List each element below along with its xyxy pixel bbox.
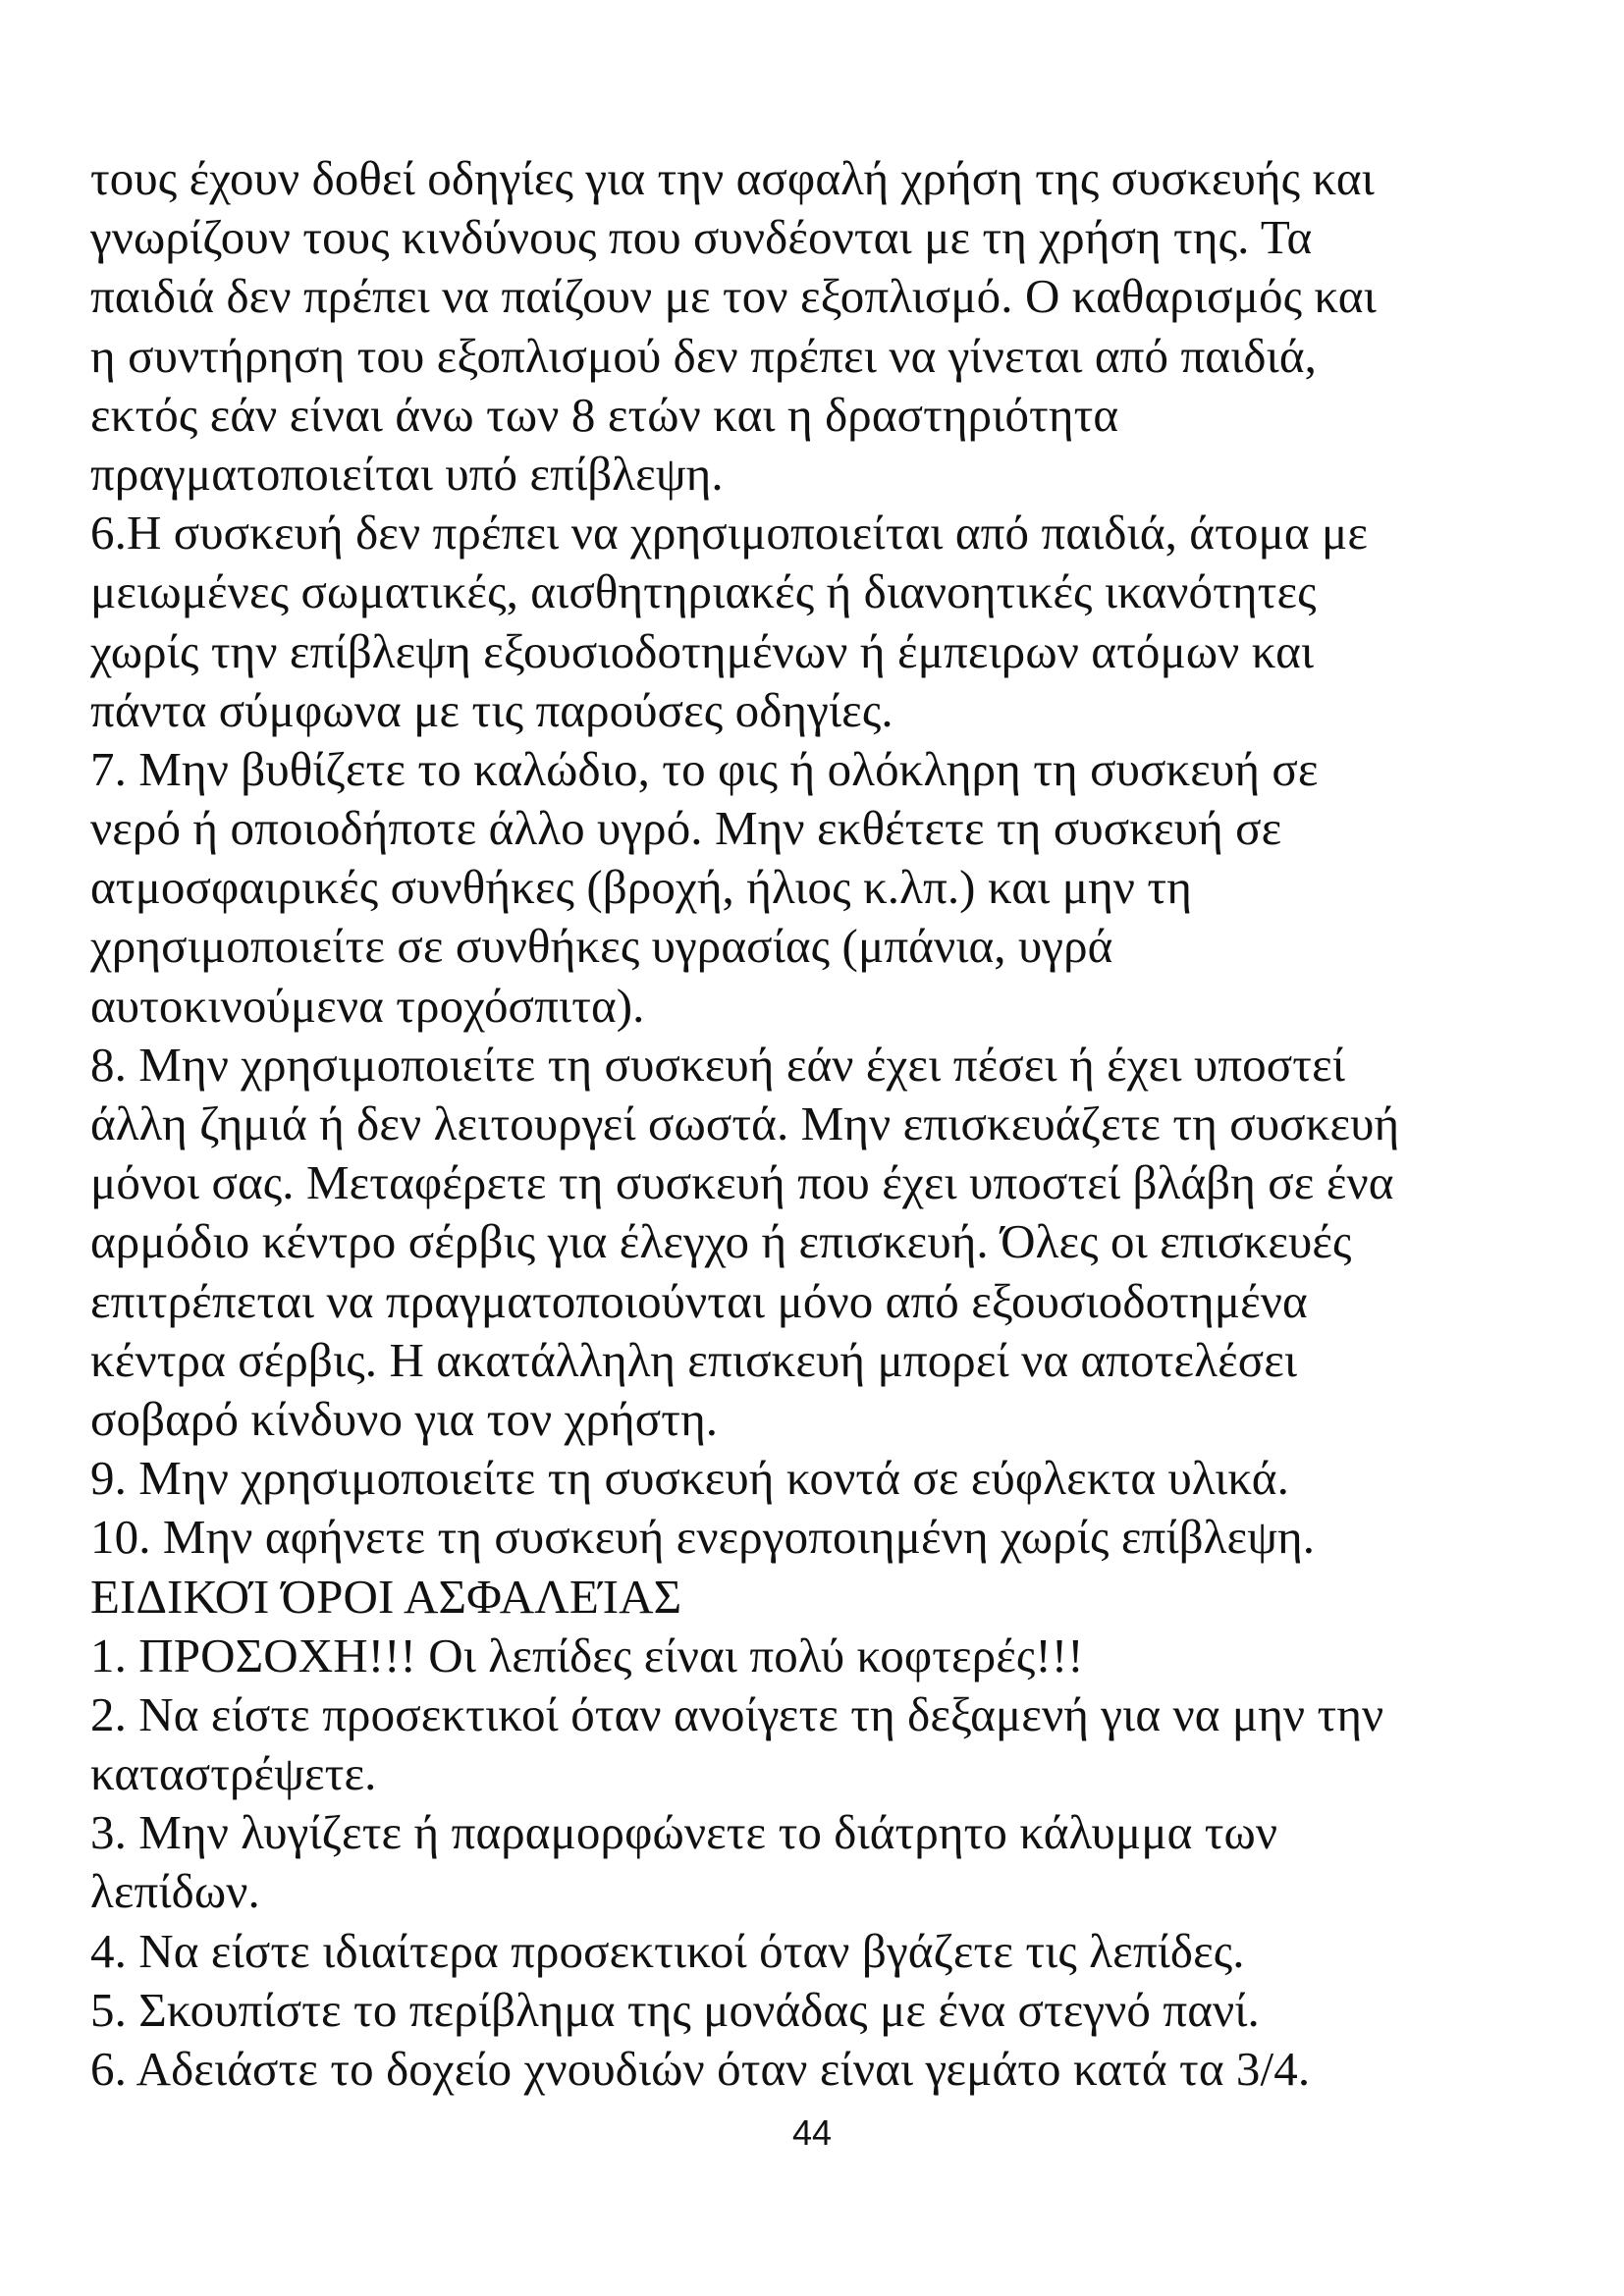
- text-line: λεπίδων.: [90, 1864, 260, 1919]
- text-line: καταστρέψετε.: [90, 1746, 377, 1801]
- text-line: χωρίς την επίβλεψη εξουσιοδοτημένων ή έμπειρων ατόμων και: [90, 623, 1315, 678]
- text-line: 4. Να είστε ιδιαίτερα προσεκτικοί όταν βγάζετε τις λεπίδες.: [90, 1923, 1245, 1978]
- text-line: πραγματοποιείται υπό επίβλεψη.: [90, 446, 724, 501]
- text-line: κέντρα σέρβις. Η ακατάλληλη επισκευή μπορεί να αποτελέσει: [90, 1332, 1298, 1387]
- text-line: άλλη ζημιά ή δεν λειτουργεί σωστά. Μην επισκευάζετε τη συσκευή: [90, 1096, 1400, 1150]
- text-line: σοβαρό κίνδυνο για τον χρήστη.: [90, 1391, 719, 1446]
- text-line: 5. Σκουπίστε το περίβλημα της μονάδας με ένα στεγνό πανί.: [90, 1982, 1260, 2037]
- text-line: 9. Μην χρησιμοποιείτε τη συσκευή κοντά σε εύφλεκτα υλικά.: [90, 1451, 1289, 1506]
- text-line: τους έχουν δοθεί οδηγίες για την ασφαλή χρήση της συσκευής και: [90, 151, 1375, 205]
- text-line: εκτός εάν είναι άνω των 8 ετών και η δραστηριότητα: [90, 387, 1119, 442]
- text-line: 6. Αδειάστε το δοχείο χνουδιών όταν είναι γεμάτο κατά τα 3/4.: [90, 2042, 1311, 2096]
- section-heading: ΕΙΔΙΚΟΊ ΌΡΟΙ ΑΣΦΑΛΕΊΑΣ: [90, 1569, 682, 1624]
- body-text: [90, 149, 1563, 2099]
- text-line: επιτρέπεται να πραγματοποιούνται μόνο από εξουσιοδοτημένα: [90, 1273, 1308, 1328]
- text-line: 8. Μην χρησιμοποιείτε τη συσκευή εάν έχει πέσει ή έχει υποστεί: [90, 1037, 1346, 1092]
- text-line: 2. Να είστε προσεκτικοί όταν ανοίγετε τη δεξαμενή για να μην την: [90, 1686, 1384, 1741]
- text-line: αρμόδιο κέντρο σέρβις για έλεγχο ή επισκευή. Όλες οι επισκευές: [90, 1214, 1352, 1269]
- text-line: χρησιμοποιείτε σε συνθήκες υγρασίας (μπάνια, υγρά: [90, 919, 1113, 974]
- text-line: η συντήρηση του εξοπλισμού δεν πρέπει να γίνεται από παιδιά,: [90, 328, 1317, 383]
- text-line: 10. Μην αφήνετε τη συσκευή ενεργοποιημένη χωρίς επίβλεψη.: [90, 1510, 1316, 1565]
- text-line: γνωρίζουν τους κινδύνους που συνδέονται με τη χρήση της. Τα: [90, 210, 1313, 265]
- text-line: 7. Μην βυθίζετε το καλώδιο, το φις ή ολόκληρη τη συσκευή σε: [90, 741, 1319, 796]
- text-line: αυτοκινούμενα τροχόσπιτα).: [90, 978, 645, 1033]
- text-line: παιδιά δεν πρέπει να παίζουν με τον εξοπλισμό. Ο καθαρισμός και: [90, 269, 1377, 324]
- page-number: 44: [791, 2112, 833, 2153]
- text-line: μειωμένες σωματικές, αισθητηριακές ή διανοητικές ικανότητες: [90, 564, 1317, 619]
- text-line: 1. ΠΡΟΣΟΧΗ!!! Οι λεπίδες είναι πολύ κοφτερές!!!: [90, 1628, 1084, 1682]
- text-line: 3. Μην λυγίζετε ή παραμορφώνετε το διάτρητο κάλυμμα των: [90, 1805, 1278, 1860]
- text-line: μόνοι σας. Μεταφέρετε τη συσκευή που έχει υποστεί βλάβη σε ένα: [90, 1155, 1394, 1210]
- text-line: νερό ή οποιοδήποτε άλλο υγρό. Μην εκθέτετε τη συσκευή σε: [90, 801, 1282, 856]
- text-line: 6.Η συσκευή δεν πρέπει να χρησιμοποιείται από παιδιά, άτομα με: [90, 506, 1369, 561]
- text-line: ατμοσφαιρικές συνθήκες (βροχή, ήλιος κ.λπ.) και μην τη: [90, 860, 1192, 915]
- text-line: πάντα σύμφωνα με τις παρούσες οδηγίες.: [90, 682, 893, 737]
